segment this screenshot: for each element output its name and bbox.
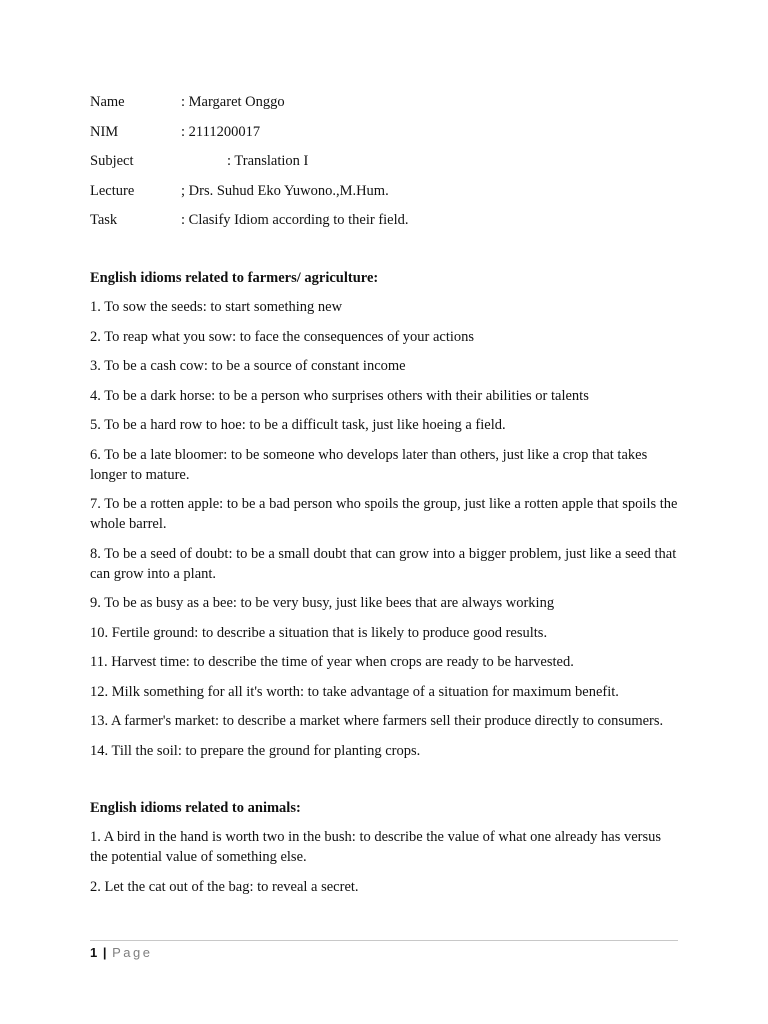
page-footer [90, 940, 678, 963]
student-info [90, 92, 690, 240]
info-row-lecture [90, 181, 690, 211]
info-label: Task [90, 212, 118, 228]
section-animals [90, 798, 680, 897]
info-value: : Translation I [227, 153, 309, 169]
info-row-task [90, 210, 690, 240]
info-label: NIM [90, 123, 119, 140]
list-item: 3. To be a cash cow: to be a source of constant income [90, 358, 406, 374]
list-item: 2. To reap what you sow: to face the consequences of your actions [90, 328, 475, 345]
page-word: Page [112, 945, 153, 960]
list-item: 8. To be a seed of doubt: to be a small doubt that can grow into a bigger problem, just like a seed that can grow into a plant. [90, 545, 677, 582]
list-item: 1. A bird in the hand is worth two in the bush: to describe the value of what one already has versus the potential value of something else. [90, 829, 662, 865]
list-item: 4. To be a dark horse: to be a person who surprises others with their abilities or talents [90, 387, 589, 404]
info-value: ; Drs. Suhud Eko Yuwono.,M.Hum. [181, 182, 389, 199]
section-heading: English idioms related to animals: [90, 800, 301, 816]
info-label: Lecture [90, 182, 135, 199]
list-item: 1. To sow the seeds: to start something new [90, 299, 343, 315]
list-item: 14. Till the soil: to prepare the ground for planting crops. [90, 742, 421, 759]
page-number: 1 [90, 945, 98, 960]
section-agriculture [90, 268, 680, 761]
footer-separator: | [102, 945, 107, 960]
info-value: : Clasify Idiom according to their field. [181, 212, 409, 228]
list-item: 11. Harvest time: to describe the time of year when crops are ready to be harvested. [90, 654, 574, 670]
list-item: 5. To be a hard row to hoe: to be a difficult task, just like hoeing a field. [90, 417, 506, 433]
info-row-subject [90, 151, 690, 181]
info-row-name [90, 92, 690, 122]
info-value: : Margaret Onggo [181, 94, 285, 110]
list-item: 7. To be a rotten apple: to be a bad person who spoils the group, just like a rotten apple that spoils the whole barrel. [90, 496, 678, 532]
list-item: 9. To be as busy as a bee: to be very busy, just like bees that are always working [90, 595, 555, 611]
document-content [90, 268, 680, 906]
list-item: 10. Fertile ground: to describe a situation that is likely to produce good results. [90, 624, 548, 641]
info-row-nim [90, 122, 690, 152]
info-value: : 2111200017 [181, 123, 261, 140]
list-item: 2. Let the cat out of the bag: to reveal a secret. [90, 878, 359, 895]
info-label: Subject [90, 153, 134, 169]
section-spacer [90, 770, 680, 798]
info-label: Name [90, 94, 125, 110]
list-item: 13. A farmer's market: to describe a market where farmers sell their produce directly to consumers. [90, 713, 664, 729]
section-heading: English idioms related to farmers/ agriculture: [90, 270, 379, 286]
list-item: 12. Milk something for all it's worth: to take advantage of a situation for maximum benefit. [90, 683, 619, 700]
list-item: 6. To be a late bloomer: to be someone who develops later than others, just like a crop that takes longer to mature. [90, 446, 648, 483]
